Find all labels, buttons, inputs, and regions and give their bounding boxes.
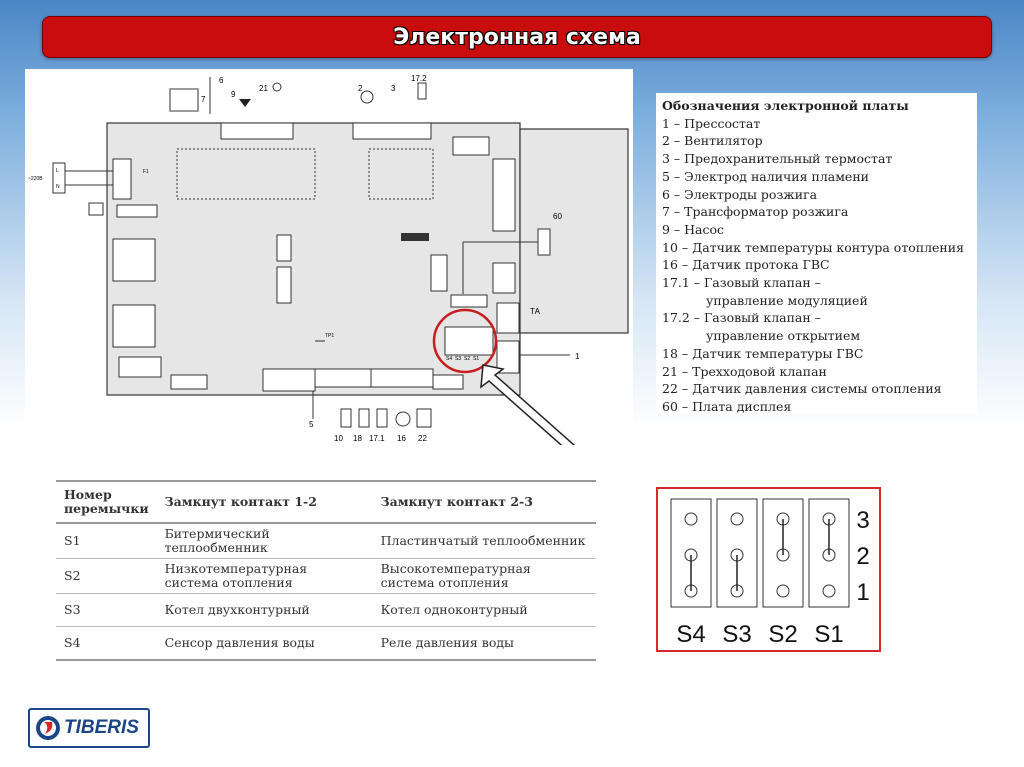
table-cell: Котел одноконтурный	[373, 594, 596, 627]
table-cell: Пластинчатый теплообменник	[373, 523, 596, 559]
pump-symbol	[239, 99, 251, 107]
label-6: 6	[219, 76, 224, 85]
label-10: 10	[334, 434, 343, 443]
gas-valve-17-2	[418, 83, 426, 99]
logo-text: TIBERIS	[64, 717, 139, 738]
legend-item: 10 – Датчик температуры контура отопления	[662, 239, 964, 255]
connector-right-1	[493, 159, 515, 231]
connector-bottom-2	[315, 369, 371, 387]
label-5: 5	[309, 420, 314, 429]
label-7: 7	[201, 95, 206, 104]
label-22: 22	[418, 434, 427, 443]
board-svg	[25, 69, 633, 445]
header-contact-1-2: Замкнут контакт 1-2	[157, 481, 373, 523]
valve-17-1	[377, 409, 387, 427]
connector-bottom-3	[371, 369, 433, 387]
label-S4: S4	[446, 356, 453, 362]
table-cell: S1	[56, 523, 157, 559]
label-S3: S3	[455, 356, 462, 362]
table-cell: Реле давления воды	[373, 627, 596, 661]
jumper-name: S1	[814, 621, 844, 648]
power-connector	[113, 159, 131, 199]
legend-item: 1 – Прессостат	[662, 115, 761, 131]
label-TA: ТА	[530, 307, 540, 316]
legend-item: 2 – Вентилятор	[662, 133, 763, 149]
header-jumper: Номер перемычки	[56, 481, 157, 523]
transformer-1	[113, 239, 155, 281]
circuit-board-diagram	[25, 69, 633, 445]
pressure-sensor-22	[417, 409, 431, 427]
legend-item: 6 – Электроды розжига	[662, 186, 818, 202]
legend-item: 17.1 – Газовый клапан –	[662, 275, 821, 291]
legend-item: управление открытием	[706, 328, 861, 344]
connector-relay	[453, 137, 489, 155]
pointer-arrow	[481, 365, 583, 445]
jumper-svg	[658, 489, 879, 650]
label-N: N	[56, 184, 60, 190]
connector-right-2	[493, 263, 515, 293]
label-S2: S2	[464, 356, 471, 362]
fuse-2	[119, 357, 161, 377]
table-row	[56, 523, 596, 559]
display-board	[520, 129, 628, 333]
jumper-block	[445, 327, 493, 355]
jumper-diagram	[656, 487, 881, 652]
legend-item: 3 – Предохранительный термостат	[662, 151, 893, 167]
pin-number: 3	[856, 507, 870, 534]
label-17-1: 17.1	[369, 434, 385, 443]
legend-panel	[656, 93, 977, 413]
label-220: ~220В	[28, 176, 43, 182]
sensor-10	[341, 409, 351, 427]
connector-mid-2	[277, 267, 291, 303]
ignition-transformer	[170, 89, 198, 111]
three-way-valve	[273, 83, 281, 91]
transformer-2	[113, 305, 155, 347]
connector-bottom-4	[433, 375, 463, 389]
legend-item: 9 – Насос	[662, 221, 725, 237]
legend-list	[662, 115, 971, 416]
table-cell: Высокотемпературная система отопления	[373, 559, 596, 594]
legend-item: 7 – Трансформатор розжига	[662, 204, 849, 220]
legend-item: 22 – Датчик давления системы отопления	[662, 381, 942, 397]
legend-item: 21 – Трехходовой клапан	[662, 363, 827, 379]
logo-ring-icon	[34, 714, 62, 742]
legend-item: 5 – Электрод наличия пламени	[662, 168, 869, 184]
table-row	[56, 594, 596, 627]
label-18: 18	[353, 434, 362, 443]
jumper-name: S2	[768, 621, 798, 648]
fuse-1	[117, 205, 157, 217]
table-cell: S3	[56, 594, 157, 627]
jumper-pin	[731, 513, 743, 525]
label-9: 9	[231, 90, 236, 99]
label-2: 2	[358, 84, 363, 93]
table-cell: S2	[56, 559, 157, 594]
jumper-pin	[823, 585, 835, 597]
legend-item: управление модуляцией	[706, 292, 868, 308]
table-body	[56, 523, 596, 660]
connector-top-right	[353, 123, 431, 139]
legend-item: 17.2 – Газовый клапан –	[662, 310, 821, 326]
fuse-3	[171, 375, 207, 389]
page-title: Электронная схема	[393, 24, 641, 50]
header-contact-2-3: Замкнут контакт 2-3	[373, 481, 596, 523]
table-cell: Битермический теплообменник	[157, 523, 373, 559]
fan-symbol	[361, 91, 373, 103]
label-S1: S1	[473, 356, 480, 362]
label-3: 3	[391, 84, 396, 93]
chip	[401, 233, 429, 241]
jumper-pin	[777, 585, 789, 597]
connector-display	[451, 295, 487, 307]
table-row	[56, 559, 596, 594]
sensor-18	[359, 409, 369, 427]
table-cell: S4	[56, 627, 157, 661]
connector-mid-3	[431, 255, 447, 291]
pin-number: 1	[856, 579, 870, 606]
jumper-table	[56, 480, 596, 661]
tiberis-logo	[28, 708, 150, 748]
legend-item: 16 – Датчик протока ГВС	[662, 257, 830, 273]
table-cell: Котел двухконтурный	[157, 594, 373, 627]
table-row	[56, 627, 596, 661]
legend-item: 18 – Датчик температуры ГВС	[662, 345, 864, 361]
label-17-2: 17.2	[411, 74, 427, 83]
flow-sensor-16	[396, 412, 410, 426]
pin-number: 2	[856, 543, 870, 570]
ground-terminal	[89, 203, 103, 215]
jumper-pin	[685, 513, 697, 525]
legend-item: 60 – Плата дисплея	[662, 398, 792, 414]
display-connector	[538, 229, 550, 255]
jumper-name: S3	[722, 621, 752, 648]
label-21: 21	[259, 84, 268, 93]
table-cell: Низкотемпературная система отопления	[157, 559, 373, 594]
label-16: 16	[397, 434, 406, 443]
connector-top-left	[221, 123, 293, 139]
label-L: L	[56, 168, 59, 174]
connector-bottom-1	[263, 369, 315, 391]
jumper-name: S4	[676, 621, 706, 648]
title-bar	[42, 16, 992, 58]
legend-title: Обозначения электронной платы	[662, 98, 909, 113]
label-1: 1	[575, 352, 580, 361]
label-60: 60	[553, 212, 562, 221]
table-header-row	[56, 481, 596, 523]
label-TP1: TP1	[325, 333, 335, 339]
table-cell: Сенсор давления воды	[157, 627, 373, 661]
connector-mid-1	[277, 235, 291, 261]
label-F1: F1	[143, 169, 149, 175]
connector-ta	[497, 303, 519, 333]
